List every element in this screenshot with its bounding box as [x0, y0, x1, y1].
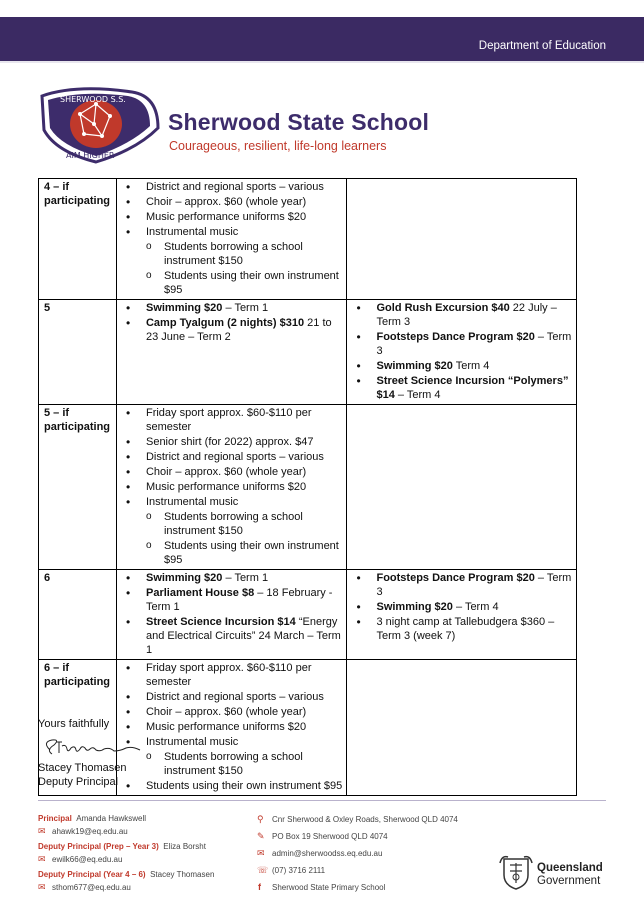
item-text: Students using their own instrument $95	[145, 780, 343, 792]
footer-principal	[38, 814, 146, 823]
table-row	[39, 405, 577, 570]
term-1-2-cell	[116, 660, 347, 796]
term-3-4-cell	[347, 179, 577, 300]
item-bold-text: Swimming $20	[145, 572, 223, 584]
list-item	[122, 225, 343, 239]
item-list	[352, 571, 572, 643]
item-text: Students borrowing a school instrument $150	[163, 511, 303, 537]
deputy-1-name: Eliza Borsht	[163, 842, 206, 851]
year-cell: 4 – if participating	[39, 179, 117, 300]
term-3-4-cell	[347, 570, 577, 660]
item-text: Choir – approx. $60 (whole year)	[145, 196, 307, 208]
mail-icon: ✉	[38, 826, 46, 836]
deputy-2-name: Stacey Thomasen	[150, 870, 215, 879]
list-item	[122, 316, 343, 344]
footer-divider	[38, 800, 606, 801]
list-item	[122, 495, 343, 509]
term-3-4-cell	[347, 405, 577, 570]
signature	[40, 736, 144, 758]
term-1-2-cell	[116, 570, 347, 660]
item-bold-text: Swimming $20	[376, 601, 453, 613]
term-1-2-cell	[116, 179, 347, 300]
facebook-page[interactable]: Sherwood State Primary School	[272, 883, 386, 892]
item-text: Friday sport approx. $60-$110 per semester	[145, 662, 312, 688]
term-3-4-cell	[347, 660, 577, 796]
item-text: – Term 4	[452, 601, 499, 613]
item-text: Music performance uniforms $20	[145, 721, 307, 733]
item-bold-text: Footsteps Dance Program $20	[376, 331, 535, 343]
year-cell: 5 – if participating	[39, 405, 117, 570]
item-bold-text: Swimming $20	[376, 360, 453, 372]
item-text: – Term 1	[222, 302, 269, 314]
item-bold-text: Camp Tyalgum (2 nights) $310	[145, 317, 305, 329]
mail-icon: ✉	[38, 854, 46, 864]
item-text: Students using their own instrument $95	[163, 270, 339, 296]
item-text: 22 July – Term 3	[376, 302, 557, 328]
phone-icon: ☏	[257, 865, 269, 875]
sub-item-list	[122, 240, 343, 297]
list-item	[122, 240, 343, 268]
list-item	[352, 571, 572, 599]
year-cell: 5	[39, 300, 117, 405]
fees-table-body	[39, 179, 577, 796]
list-item	[122, 661, 343, 689]
mailbox-icon: ✎	[257, 831, 265, 841]
deputy-2-role: Deputy Principal (Year 4 – 6)	[38, 870, 146, 879]
item-text: Students borrowing a school instrument $150	[163, 241, 303, 267]
list-item	[122, 705, 343, 719]
sub-item-list	[122, 750, 343, 778]
item-text: Instrumental music	[145, 736, 239, 748]
signer-name: Stacey Thomasen	[38, 762, 127, 774]
footer-deputy-2	[38, 870, 214, 879]
deputy-2-email[interactable]: sthom677@eq.edu.au	[52, 883, 131, 892]
school-address: Cnr Sherwood & Oxley Roads, Sherwood QLD 4074	[272, 815, 458, 824]
item-text: – Term 3	[376, 331, 572, 357]
list-item	[122, 615, 343, 657]
sub-item-list	[122, 510, 343, 567]
government-label: Government	[537, 875, 601, 887]
item-text: Students using their own instrument $95	[163, 540, 339, 566]
item-text: Senior shirt (for 2022) approx. $47	[145, 436, 314, 448]
deputy-1-email[interactable]: ewilk66@eq.edu.au	[52, 855, 123, 864]
principal-name: Amanda Hawkswell	[76, 814, 147, 823]
list-item	[122, 571, 343, 585]
list-item	[122, 735, 343, 749]
list-item	[122, 779, 343, 793]
queensland-crest-icon	[498, 853, 534, 891]
item-list	[122, 301, 343, 344]
list-item	[122, 435, 343, 449]
list-item	[122, 269, 343, 297]
mail-icon: ✉	[257, 848, 265, 858]
school-name: Sherwood State School	[168, 109, 430, 135]
list-item	[122, 301, 343, 315]
item-text: 21 to 23 June – Term 2	[145, 317, 332, 343]
item-text: Friday sport approx. $60-$110 per semester	[145, 407, 312, 433]
term-1-2-cell	[116, 405, 347, 570]
item-bold-text: Street Science Incursion “Polymers” $14	[376, 375, 569, 401]
header-band	[0, 17, 644, 61]
item-text: Music performance uniforms $20	[145, 481, 307, 493]
location-pin-icon: ⚲	[257, 814, 264, 824]
item-text: Choir – approx. $60 (whole year)	[145, 706, 307, 718]
item-text: – Term 3	[376, 572, 572, 598]
item-text: Choir – approx. $60 (whole year)	[145, 466, 307, 478]
list-item	[352, 615, 572, 643]
list-item	[122, 720, 343, 734]
item-bold-text: Gold Rush Excursion $40	[376, 302, 510, 314]
school-email[interactable]: admin@sherwoodss.eq.edu.au	[272, 849, 383, 858]
item-list	[352, 301, 572, 402]
school-logo	[36, 86, 160, 166]
item-bold-text: Street Science Incursion $14	[145, 616, 296, 628]
item-text: Instrumental music	[145, 496, 239, 508]
item-text: 3 night camp at Tallebudgera $360 – Term 3 (week 7)	[376, 616, 555, 642]
item-text: Music performance uniforms $20	[145, 211, 307, 223]
table-row	[39, 660, 577, 796]
item-bold-text: Footsteps Dance Program $20	[376, 572, 535, 584]
list-item	[122, 450, 343, 464]
year-cell: 6 – if participating	[39, 660, 117, 796]
principal-role: Principal	[38, 814, 72, 823]
item-list	[122, 571, 343, 657]
list-item	[122, 480, 343, 494]
term-1-2-cell	[116, 300, 347, 405]
item-text: District and regional sports – various	[145, 451, 324, 463]
signer-role: Deputy Principal	[38, 776, 119, 788]
logo-text-bottom: AIM HIGHER	[66, 151, 115, 160]
list-item	[122, 750, 343, 778]
principal-email[interactable]: ahawk19@eq.edu.au	[52, 827, 128, 836]
item-text: Term 4	[452, 360, 490, 372]
list-item	[122, 465, 343, 479]
footer-deputy-1	[38, 842, 206, 851]
year-cell: 6	[39, 570, 117, 660]
list-item	[352, 359, 572, 373]
item-text: District and regional sports – various	[145, 181, 324, 193]
item-text: Students borrowing a school instrument $150	[163, 751, 303, 777]
item-text: District and regional sports – various	[145, 691, 324, 703]
fees-table	[38, 178, 577, 796]
list-item	[352, 600, 572, 614]
salutation: Yours faithfully	[38, 718, 110, 730]
table-row	[39, 179, 577, 300]
school-phone[interactable]: (07) 3716 2111	[272, 866, 326, 875]
item-text: Instrumental music	[145, 226, 239, 238]
queensland-name: Queensland	[537, 862, 603, 874]
list-item	[122, 586, 343, 614]
facebook-icon: f	[258, 882, 261, 892]
logo-text-top: SHERWOOD S.S.	[60, 95, 126, 104]
list-item	[122, 180, 343, 194]
list-item	[122, 195, 343, 209]
list-item	[352, 330, 572, 358]
item-text: – Term 1	[222, 572, 269, 584]
list-item	[122, 510, 343, 538]
list-item	[352, 301, 572, 329]
term-3-4-cell	[347, 300, 577, 405]
item-text: – Term 4	[394, 389, 441, 401]
deputy-1-role: Deputy Principal (Prep – Year 3)	[38, 842, 159, 851]
item-list	[122, 180, 343, 239]
item-text: – 18 February - Term 1	[145, 587, 333, 613]
item-bold-text: Swimming $20	[145, 302, 223, 314]
item-text: “Energy and Electrical Circuits” 24 March – Term 1	[145, 616, 341, 656]
header-divider	[0, 61, 644, 63]
list-item	[122, 539, 343, 567]
list-item	[122, 690, 343, 704]
list-item	[122, 210, 343, 224]
department-name: Department of Education	[478, 40, 606, 52]
list-item	[122, 406, 343, 434]
po-box: PO Box 19 Sherwood QLD 4074	[272, 832, 388, 841]
item-list	[122, 779, 343, 793]
list-item	[352, 374, 572, 402]
table-row	[39, 570, 577, 660]
item-list	[122, 661, 343, 749]
item-list	[122, 406, 343, 509]
mail-icon: ✉	[38, 882, 46, 892]
table-row	[39, 300, 577, 405]
school-motto: Courageous, resilient, life-long learners	[169, 139, 387, 153]
item-bold-text: Parliament House $8	[145, 587, 255, 599]
